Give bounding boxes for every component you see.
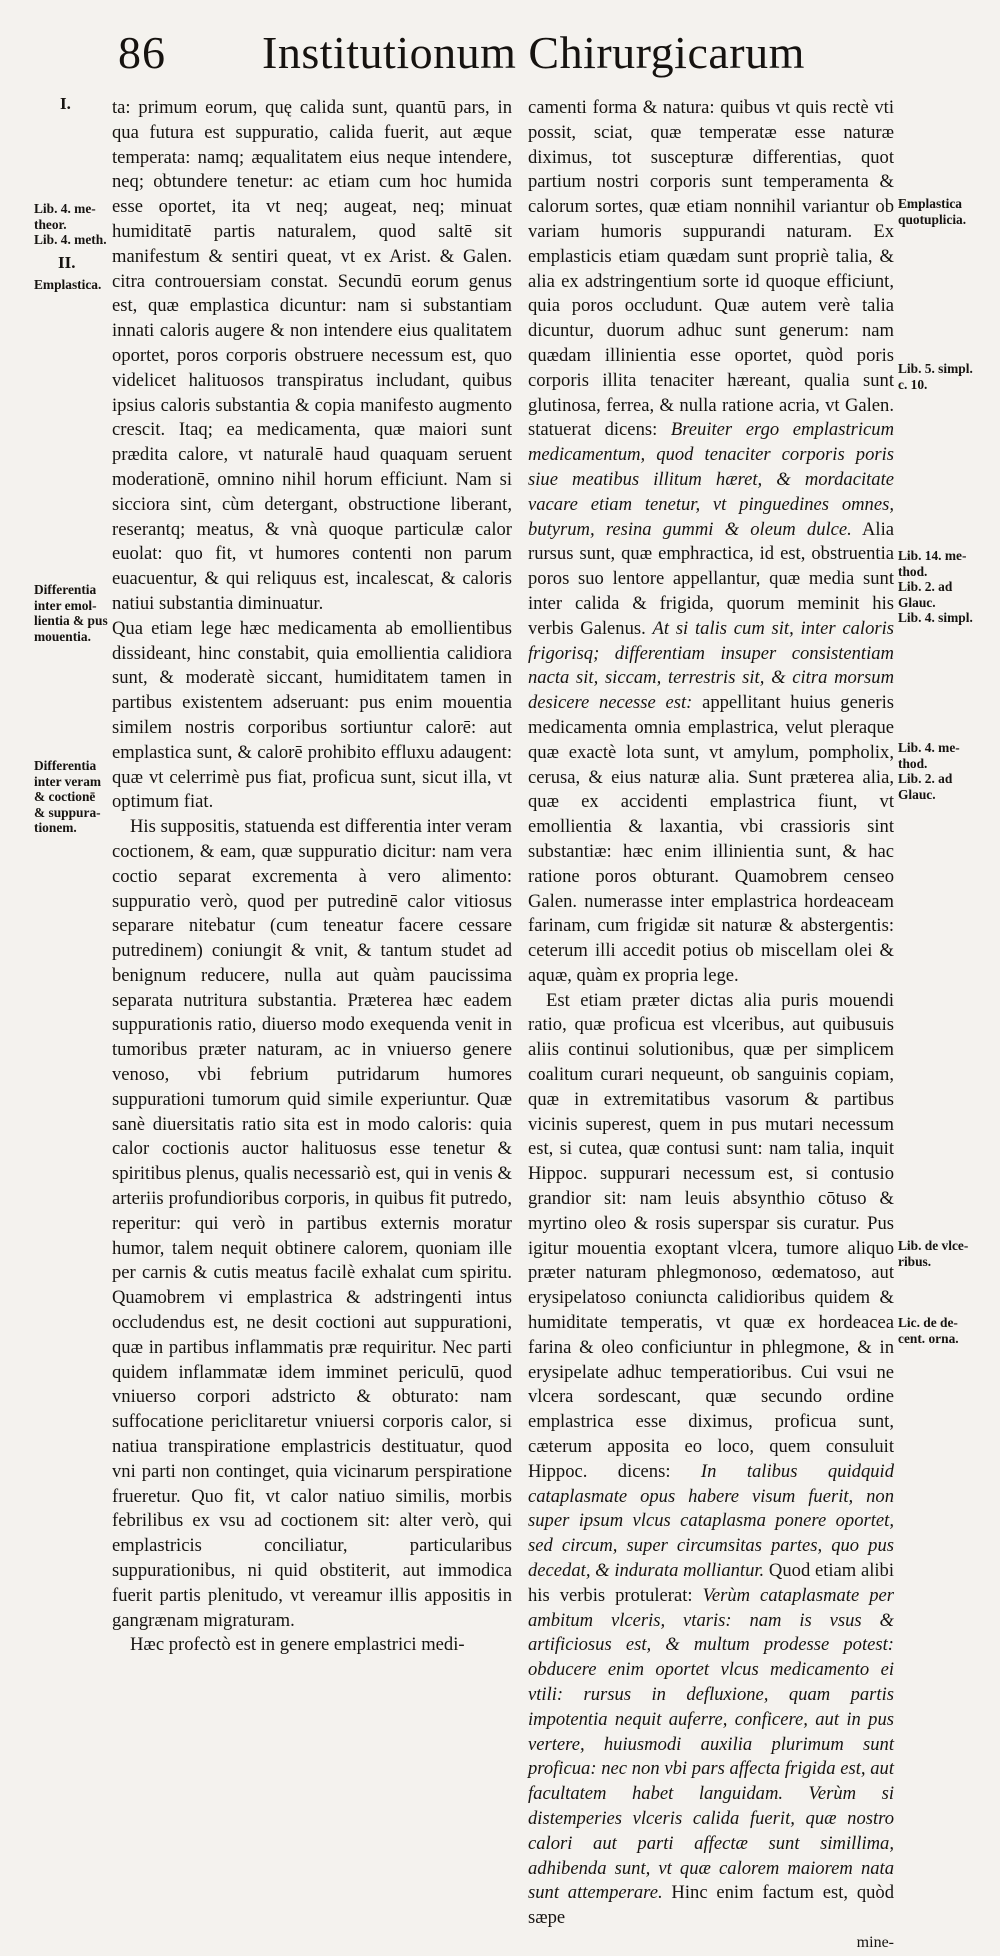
text-run: Hinc enim factum est, quòd sæpe (528, 1882, 895, 1929)
paragraph: His suppositis, statuenda est differentia inter veram coctionem, & eam, quæ suppuratio dicitur: nam vera coctio separat excrementa à vero alimento: suppuratio verò, quod per putredinē calor vitiosus separare nitebatur (cum teneatur facere cessare putredinem) coniungit & vnit, & tantum studet ad benignum reducere, nulla aut quàm paucissima separata nutritura substantia. Præterea hæc eadem suppurationis ratio, diuerso modo exequenda venit in tumoribus præter naturam, ac in vniuerso genere venoso, vbi febrium putridarum humores suppurationi tumorum quid simile experiuntur. Quæ sanè diuersitatis ratio sita est in modo caloris: quia calor coctionis auctor halituosus esse tenetur & spiritibus plenus, qualis necessariò est, qui in venis & arteriis profundioribus corporis, in quibus fit putredo, reperitur: qui verò in partibus externis moratur humor, talem nequit obtinere calorem, quoniam ille per carnis & cutis meatus facilè exhalat cum spiritu. Quamobrem vi emplastrica & adstringenti intus occludendus est, ne desit coctioni aut suppurationi, quæ in partibus inflammatis præ requiritur. Nec parti quidem inflammatæ idem imminet periculū, quod vniuerso corpori adstricto & obturato: nam suffocatione periclitaretur vniuersi corporis calor, si natiua transpiratione emplastricis destituatur, quod vni parti non continget, quia vicinarum perspiratione frueretur. Quo fit, vt calor natiuo similis, morbis febrilibus ex vsu ad coctionem sit: alter verò, qui emplastricis conciliatur, particularibus suppurationibus, ni quid obstiterit, aut immodica fuerit partis plenitudo, vt vereamur illis appositis in gangrænam migraturam. (112, 816, 512, 1631)
italic-quote: Verùm cataplasmate per ambitum vlceris, vtaris: nam is vsus & artificiosus est, & multum prodesse potest: obducere enim oportet vlcus medicamento ei vtili: rursus in defluxione, quam partis impotentia nequit auferre, conficere, aut in pus vertere, huiusmodi auxilia plurimum sunt proficua: nec non vbi pars affecta frigida est, aut facultatem habet languidam. Verùm si distemperies vlceris calida fuerit, quæ nostro calori aut parti affectæ sunt simillima, adhibenda sunt, vt quæ calorem maiorem nata sunt attemperare. (528, 1584, 894, 1904)
margin-note-left-4: Emplastica. (34, 277, 102, 292)
page-header (0, 22, 1000, 82)
right-column (528, 96, 894, 1956)
italic-quote: In talibus quidquid cataplasmate opus habere visum fuerit, non super ipsum vlcus cataplasma ponere oportet, sed circum, super circumsitas partes, quo pus decedat, & indurata molliantur. (528, 1460, 894, 1582)
page-number: 86 (118, 27, 166, 78)
margin-note-right-6: Lic. de de- cent. orna. (898, 1315, 959, 1346)
margin-note-left-1: I. (60, 94, 71, 113)
paragraph: ta: primum eorum, quę calida sunt, quantū pars, in qua futura est suppuratio, calida fuerit, aut æque temperata: namq; æqualitatem eius neque intendere, neq; obtundere tenetur: ac etiam cum hoc humida esse oportet, ita vt neq; augeat, neq; minuat humiditatē partis naturalem, quod saltē sit manifestum & sentiri queat, vt ex Arist. & Galen. citra controuersiam constat. Secundū eorum genus est, quæ emplastica dicuntur: nam si substantiam innati caloris augere & non intendere eius qualitatem oportet, poros corporis obstruere necessum est, quo videlicet halituosos transpiratus includant, quibus ipsius caloris substantia & copia manifesto augmento crescit. Itaq; ea medicamenta, quæ maiori sunt prædita calore, vt naturalē haud quaquam seruent moderationē, omnino nihil horum efficiunt. Nam si sicciora sint, cùm detergant, obstructione liberant, reserantq; meatus, & vnà quoque particulæ calor euolat: quo fit, vt humores contenti non parum euacuentur, & qui reliquus est, incalescat, & caloris natiui substantia diminuatur. (112, 97, 512, 614)
text-run: camenti forma & natura: quibus vt quis rectè vti possit, sciat, quæ temperatæ esse naturæ diximus, tot suscepturæ differentias, quot partium nostri corporis sunt temperamenta & calorum sortes, quæ etiam nonnihil variantur ob variam humoris suppurandi naturam. Ex emplasticis etiam quædam sunt propriè talia, & alia ex adstringentium sorte id quoque efficiunt, quia poros occludunt. Quæ autem verè talia dicuntur, duorum adhuc sunt generum: nam quædam illinientia esse oportet, quòd poris corporis illita tenaciter hæreant, qualia sunt glutinosa, ferrea, & nulla ratione acria, vt Galen. statuerat dicens: (528, 97, 894, 441)
margin-note-right-3: Lib. 14. me- thod. Lib. 2. ad Glauc. Lib. 4. simpl. (898, 548, 973, 626)
paragraph (528, 96, 894, 989)
running-title: Institutionum Chirurgicarum (262, 27, 805, 78)
paragraph: Hæc profectò est in genere emplastrici medi- (130, 1634, 465, 1656)
margin-note-right-2: Lib. 5. simpl. c. 10. (898, 361, 973, 392)
margin-note-left-3: II. (58, 253, 76, 272)
text-run: Alia rursus sunt, quæ emphractica, id est, obstruentia poros suo lentore appellantur, quæ media sunt inter calida & frigida, quorum meminit his verbis Galenus. (528, 518, 894, 639)
text-run: Est etiam præter dictas alia puris mouendi ratio, quæ proficua est vlceribus, aut quibusuis aliis continui solutionibus, quæ per simplicem coalitum curari nequeunt, ob sanguinis copiam, quæ in extremitatibus vasorum & partibus vicinis superest, quem in pus mutari necessum est, si cutea, quæ contusi sunt: nam talia, inquit Hippoc. suppurari necessum est, si contusio grandior sit: nam leuis absynthio cōtuso & myrtino oleo & rosis superspar sis curatur. Pus igitur mouentia exoptant vlcera, tumore aliquo præter naturam phlegmonoso, œdematoso, aut erysipelatoso coniuncta calidioribus quidem & humiditate temperatis, vt quæ ex hordeacea farina & oleo conficiuntur in phlegmone, & in erysipelate adhuc temperatioribus. Cui vsui ne vlcera sordescant, quæ secundo ordine emplastrica esse diximus, proficua sunt, cæterum apposita eo loco, quem consuluit Hippoc. dicens: (528, 989, 894, 1482)
text-run: appellitant huius generis medicamenta omnia emplastrica, velut pleraque quæ exactè lota sunt, vt amylum, pompholix, cerusa, & eius naturæ alia. Sunt præterea alia, quæ ex accidenti emplastrica fiunt, vt emollientia & laxantia, vbi crassioris sint substantiæ: hæc enim illinientia sunt, & hac ratione poros obturant. Quamobrem censeo Galen. numerasse inter emplastrica hordeaceam farinam, cum frigidæ sit naturæ & abstergentis: ceterum illi accedit potius ob miscellam olei & aquæ, quàm ex propria lege. (528, 692, 894, 986)
text-run: Quod etiam alibi his verbis protulerat: (528, 1560, 894, 1606)
italic-quote: At si talis cum sit, inter caloris frigorisq; differentiam insuper consistentiam nacta sit, siccam, terrestris sit, & citra morsum desicere necesse est: (528, 617, 894, 714)
margin-note-left-2: Lib. 4. me- theor. Lib. 4. meth. (34, 201, 107, 248)
margin-note-right-5: Lib. de vlce- ribus. (898, 1238, 969, 1269)
margin-note-right-1: Emplastica quotuplicia. (898, 196, 967, 227)
margin-note-left-5: Differentia inter emol- lientia & pus mouentia. (34, 582, 108, 644)
margin-note-right-4: Lib. 4. me- thod. Lib. 2. ad Glauc. (898, 740, 960, 802)
catchword: mine- (856, 1933, 894, 1951)
paragraph (528, 989, 894, 1931)
left-column (112, 96, 512, 1658)
paragraph: Qua etiam lege hæc medicamenta ab emollientibus dissideant, hinc constabit, quia emollientia calidiora sunt, & moderatè siccant, humiditatem tamen in partibus existentem adseruant: pus enim mouentia similem nostris corporibus sortiuntur calorē: aut emplastica sunt, & calorē prohibito effluxu adaugent: quæ vt celerrimè pus fiat, proficua sunt, sicut illa, vt optimum fiat. (112, 617, 512, 813)
italic-quote: Breuiter ergo emplastricum medicamentum, quod tenaciter corporis poris siue meatibus illitum hæret, & mordacitate vacare etiam tenetur, vt pinguedines omnes, butyrum, resina gummi & oleum dulce. (528, 419, 895, 540)
margin-note-left-6: Differentia inter veram & coctionē & suppura- tionem. (34, 758, 102, 836)
